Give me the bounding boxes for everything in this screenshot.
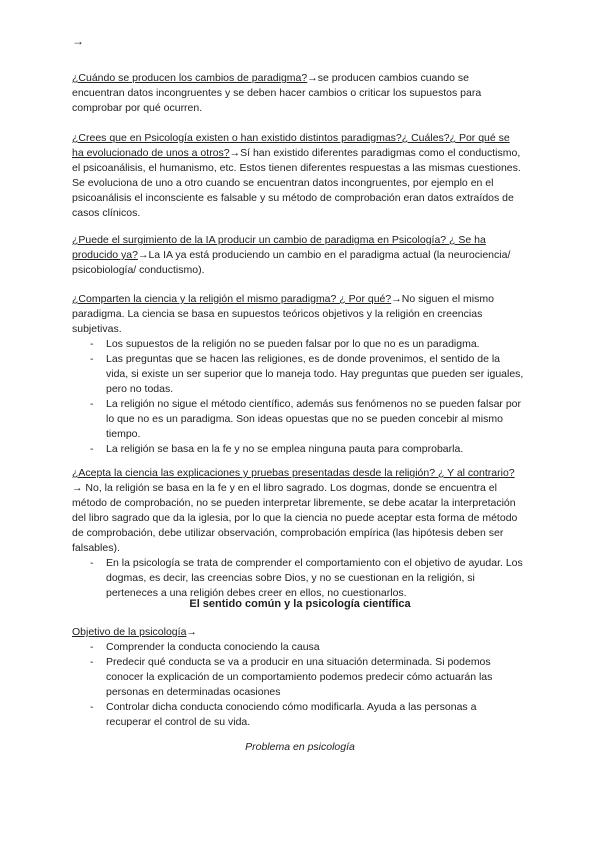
question-text: ¿Acepta la ciencia las explicaciones y pruebas presentadas desde la religión? ¿ Y al contrario? <box>72 467 515 479</box>
list-item: - Predecir qué conducta se va a producir en una situación determinada. Si podemos conocer la explicación de un comportamiento podemos predecir cómo actuarán las personas en determinadas ocasiones <box>72 655 524 700</box>
answer-text: →La IA ya está produciendo un cambio en el paradigma actual (la neurociencia/ psicobiología/ conductismo). <box>72 249 511 276</box>
objective-label: Objetivo de la psicología <box>72 626 187 638</box>
list-item: - La religión se basa en la fe y no se emplea ninguna pauta para comprobarla. <box>72 442 524 457</box>
paragraph-ai-paradigm <box>72 233 524 278</box>
paragraph-science-accepts-religion <box>72 466 524 601</box>
subsection-title: Problema en psicología <box>245 741 355 753</box>
objective-arrow: → <box>186 626 197 638</box>
question-text: ¿Cuándo se producen los cambios de paradigma? <box>72 72 308 84</box>
list-item: - Los supuestos de la religión no se pueden falsar por lo que no es un paradigma. <box>72 337 524 352</box>
paragraph-science-religion <box>72 292 524 457</box>
paragraph-psychology-paradigms <box>72 131 524 221</box>
answer-text: → No, la religión se basa en la fe y en el libro sagrado. Los dogmas, donde se encuentra el método de comprobación, no se pueden interpretar libremente, se debe acatar la interpretación del libro sagrado que da la iglesia, por lo que la ciencia no puede aceptar esta forma de método de comprobación, debe utilizar observación, comprobación empírica (las hipótesis deben ser falsables). <box>72 482 518 554</box>
paragraph-paradigm-changes <box>72 71 524 116</box>
list-item: - La religión no sigue el método científico, además sus fenómenos no se pueden falsar por lo que no es un paradigma. Son ideas opuestas que no se pueden concebir al mismo tiempo. <box>72 397 524 442</box>
question-text: ¿Puede el surgimiento de la IA producir un cambio de paradigma en Psicología? ¿ Se ha producido ya? <box>72 234 486 261</box>
list-item: - Controlar dicha conducta conociendo cómo modificarla. Ayuda a las personas a recuperar el control de su vida. <box>72 700 524 730</box>
list-item: - Las preguntas que se hacen las religiones, es de donde provenimos, el sentido de la vida, si existe un ser superior que lo maneja todo. Hay preguntas que pueden ser iguales, pero no todas. <box>72 352 524 397</box>
bullet-list <box>72 640 524 730</box>
bullet-list <box>72 556 524 601</box>
question-text: ¿Crees que en Psicología existen o han existido distintos paradigmas?¿ Cuáles?¿ Por qué se ha evolucionado de unos a otros? <box>72 132 510 159</box>
section-title: El sentido común y la psicología científica <box>189 598 411 610</box>
answer-text: →Sí han existido diferentes paradigmas como el conductismo, el psicoanálisis, el humanismo, etc. Estos tienen diferentes respuestas a las mismas cuestiones. Se evoluciona de uno a otro cuando se encuentran datos incongruentes, por ejemplo en el psicoanálisis el inconsciente es falsable y su método de comprobación eran datos extraídos de casos clínicos. <box>72 147 521 219</box>
answer-text: →se producen cambios cuando se encuentran datos incongruentes y se deben hacer cambios o criticar los supuestos para comprobar por qué ocurren. <box>72 72 482 114</box>
list-item: - En la psicología se trata de comprender el comportamiento con el objetivo de ayudar. Los dogmas, es decir, las creencias sobre Dios, y no se cuestionan en la religión, si perteneces a una religión debes creer en ellos, no cuestionarlos. <box>72 556 524 601</box>
list-item: - Comprender la conducta conociendo la causa <box>72 640 524 655</box>
top-arrow: → <box>72 34 84 48</box>
bullet-list <box>72 337 524 457</box>
question-text: ¿Comparten la ciencia y la religión el mismo paradigma? ¿ Por qué? <box>72 293 392 305</box>
answer-text: →No siguen el mismo paradigma. La ciencia se basa en supuestos teóricos objetivos y la religión en creencias subjetivas. <box>72 293 494 335</box>
objective-section <box>72 625 524 730</box>
